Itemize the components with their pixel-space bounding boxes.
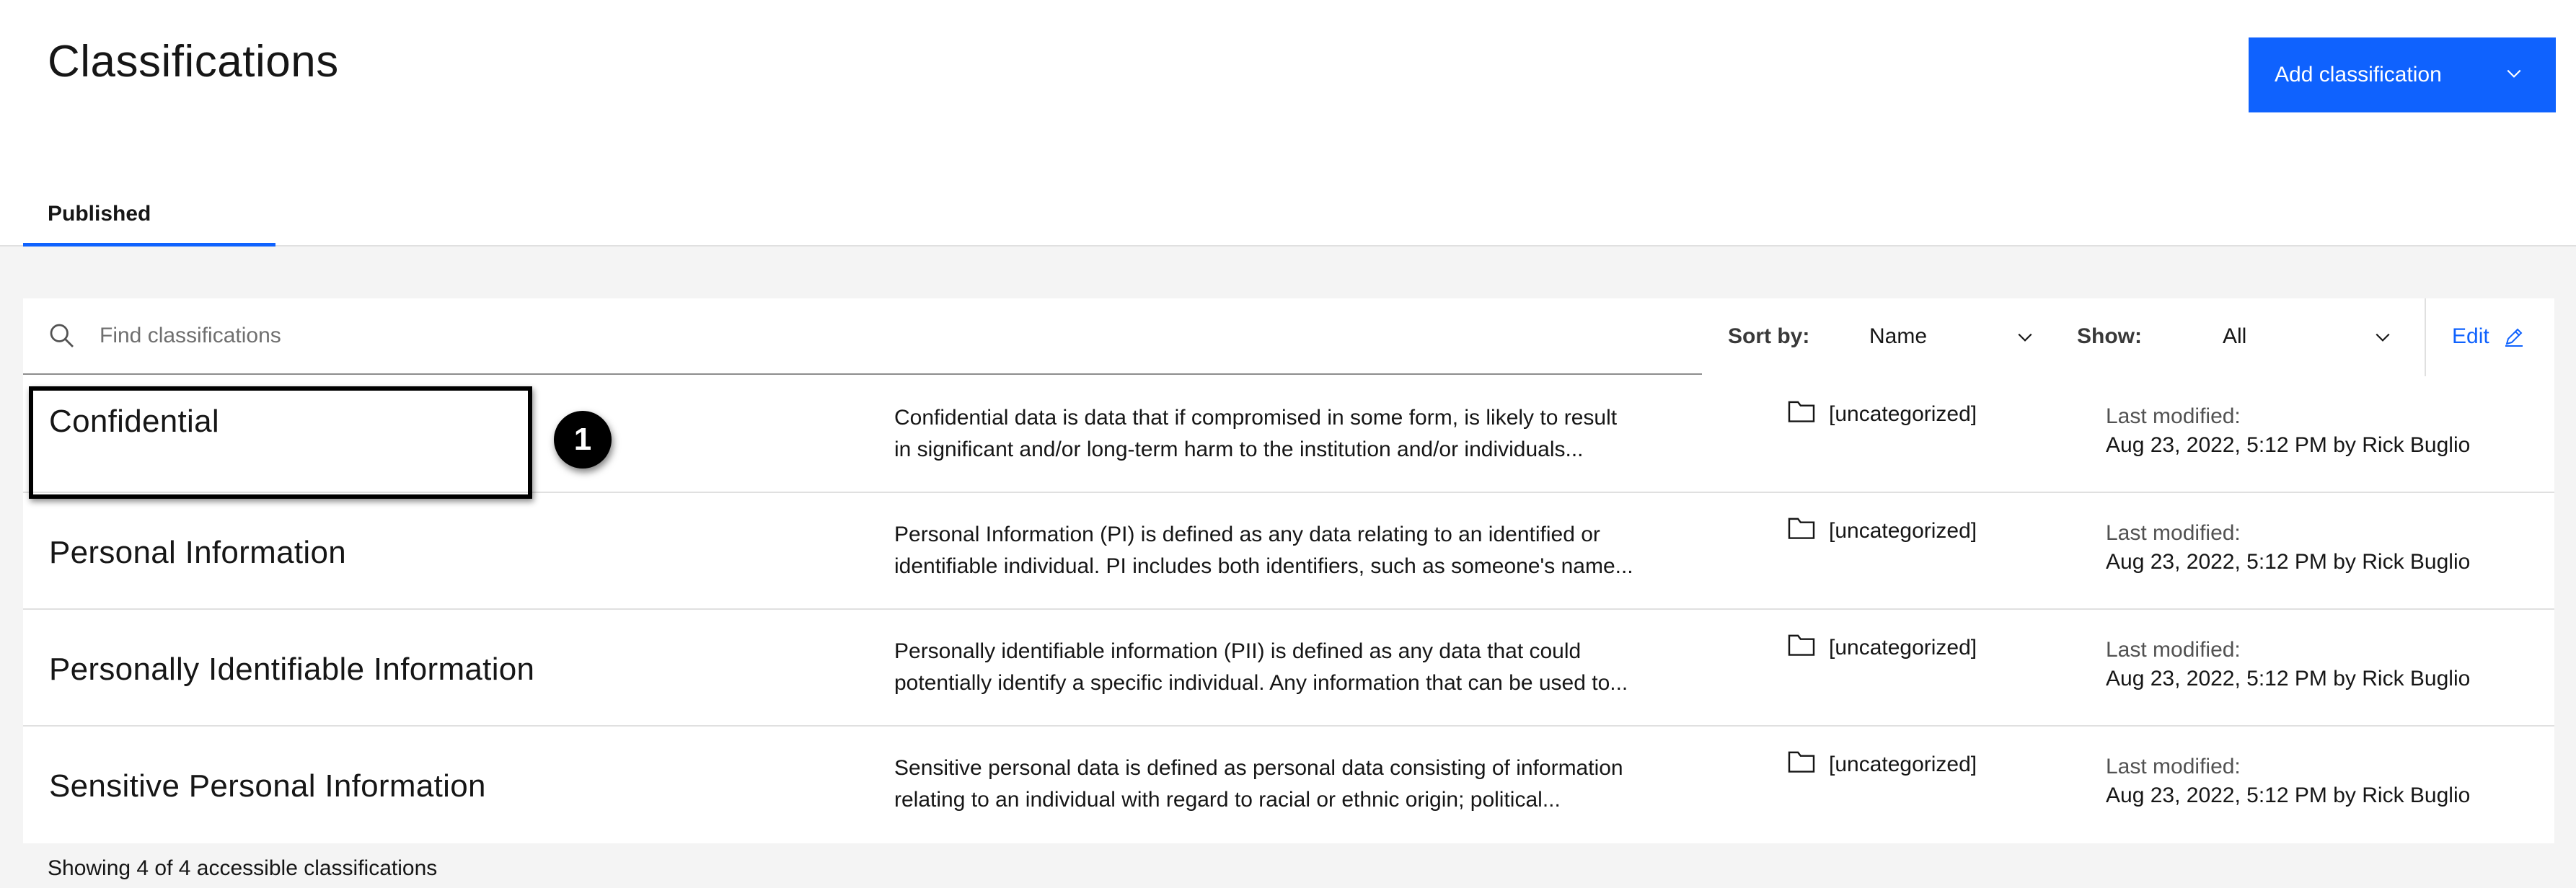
show-dropdown[interactable] <box>2223 324 2393 353</box>
description-line: identifiable individual. PI includes both identifiers, such as someone's name... <box>894 554 1633 578</box>
search-input[interactable] <box>23 298 1702 375</box>
chevron-down-icon <box>2015 327 2035 347</box>
description-line: relating to an individual with regard to racial or ethnic origin; political... <box>894 788 1561 812</box>
table-row[interactable] <box>23 610 2554 727</box>
classification-category <box>1787 752 1977 777</box>
folder-icon <box>1787 632 1816 657</box>
category-label: [uncategorized] <box>1829 752 1977 776</box>
callout-badge: 1 <box>554 411 612 469</box>
results-count: Showing 4 of 4 accessible classifications <box>48 856 438 880</box>
toolbar-divider <box>2425 298 2426 376</box>
toolbar <box>23 298 2554 376</box>
folder-icon <box>1787 399 1816 423</box>
last-modified-label: Last modified: <box>2106 521 2241 545</box>
description-line: in significant and/or long-term harm to the institution and/or individuals... <box>894 438 1584 461</box>
tab-published-label: Published <box>48 202 151 226</box>
page-header <box>0 0 2576 247</box>
sort-by-value: Name <box>1869 324 1928 348</box>
search-icon <box>48 321 76 350</box>
last-modified-label: Last modified: <box>2106 404 2241 428</box>
category-label: [uncategorized] <box>1829 519 1977 543</box>
last-modified <box>2106 752 2470 810</box>
edit-label: Edit <box>2452 324 2489 348</box>
last-modified-label: Last modified: <box>2106 638 2241 662</box>
table-row[interactable] <box>23 727 2554 843</box>
last-modified-label: Last modified: <box>2106 755 2241 778</box>
classification-category <box>1787 402 1977 427</box>
highlight-box <box>29 386 532 499</box>
folder-icon <box>1787 515 1816 540</box>
classification-name[interactable]: Sensitive Personal Information <box>49 768 486 804</box>
table-row[interactable] <box>23 493 2554 610</box>
last-modified-value: Aug 23, 2022, 5:12 PM by Rick Buglio <box>2106 550 2471 574</box>
classification-description <box>894 402 1731 466</box>
chevron-down-icon[interactable] <box>2504 63 2524 84</box>
chevron-down-icon <box>2373 327 2393 347</box>
sort-by-dropdown[interactable] <box>1869 324 2035 353</box>
last-modified <box>2106 519 2470 577</box>
add-classification-button[interactable] <box>2249 37 2556 112</box>
last-modified-value: Aug 23, 2022, 5:12 PM by Rick Buglio <box>2106 783 2471 807</box>
description-line: potentially identify a specific individual. Any information that can be used to... <box>894 671 1628 695</box>
classification-description <box>894 752 1731 816</box>
folder-icon <box>1787 749 1816 773</box>
classification-name[interactable]: Personal Information <box>49 535 346 570</box>
page-title: Classifications <box>48 37 339 86</box>
show-value: All <box>2223 324 2247 348</box>
classification-description <box>894 519 1731 582</box>
classification-name[interactable]: Confidential <box>49 404 219 439</box>
edit-button[interactable] <box>2452 324 2526 349</box>
description-line: Sensitive personal data is defined as personal data consisting of information <box>894 756 1623 780</box>
description-line: Personal Information (PI) is defined as any data relating to an identified or <box>894 523 1600 546</box>
classification-category <box>1787 519 1977 543</box>
classification-name[interactable]: Personally Identifiable Information <box>49 652 535 687</box>
last-modified-value: Aug 23, 2022, 5:12 PM by Rick Buglio <box>2106 667 2471 691</box>
last-modified-value: Aug 23, 2022, 5:12 PM by Rick Buglio <box>2106 433 2471 457</box>
classification-category <box>1787 636 1977 660</box>
pencil-icon <box>2502 325 2526 348</box>
last-modified <box>2106 636 2470 693</box>
description-line: Confidential data is data that if compromised in some form, is likely to result <box>894 406 1618 430</box>
add-classification-label: Add classification <box>2275 63 2442 86</box>
last-modified <box>2106 402 2470 460</box>
description-line: Personally identifiable information (PII) is defined as any data that could <box>894 639 1582 663</box>
show-label: Show: <box>2077 324 2142 348</box>
classification-description <box>894 636 1731 699</box>
category-label: [uncategorized] <box>1829 402 1977 426</box>
sort-by-label: Sort by: <box>1728 324 1810 348</box>
category-label: [uncategorized] <box>1829 636 1977 660</box>
tab-published[interactable] <box>23 196 275 247</box>
main-content <box>0 247 2576 888</box>
